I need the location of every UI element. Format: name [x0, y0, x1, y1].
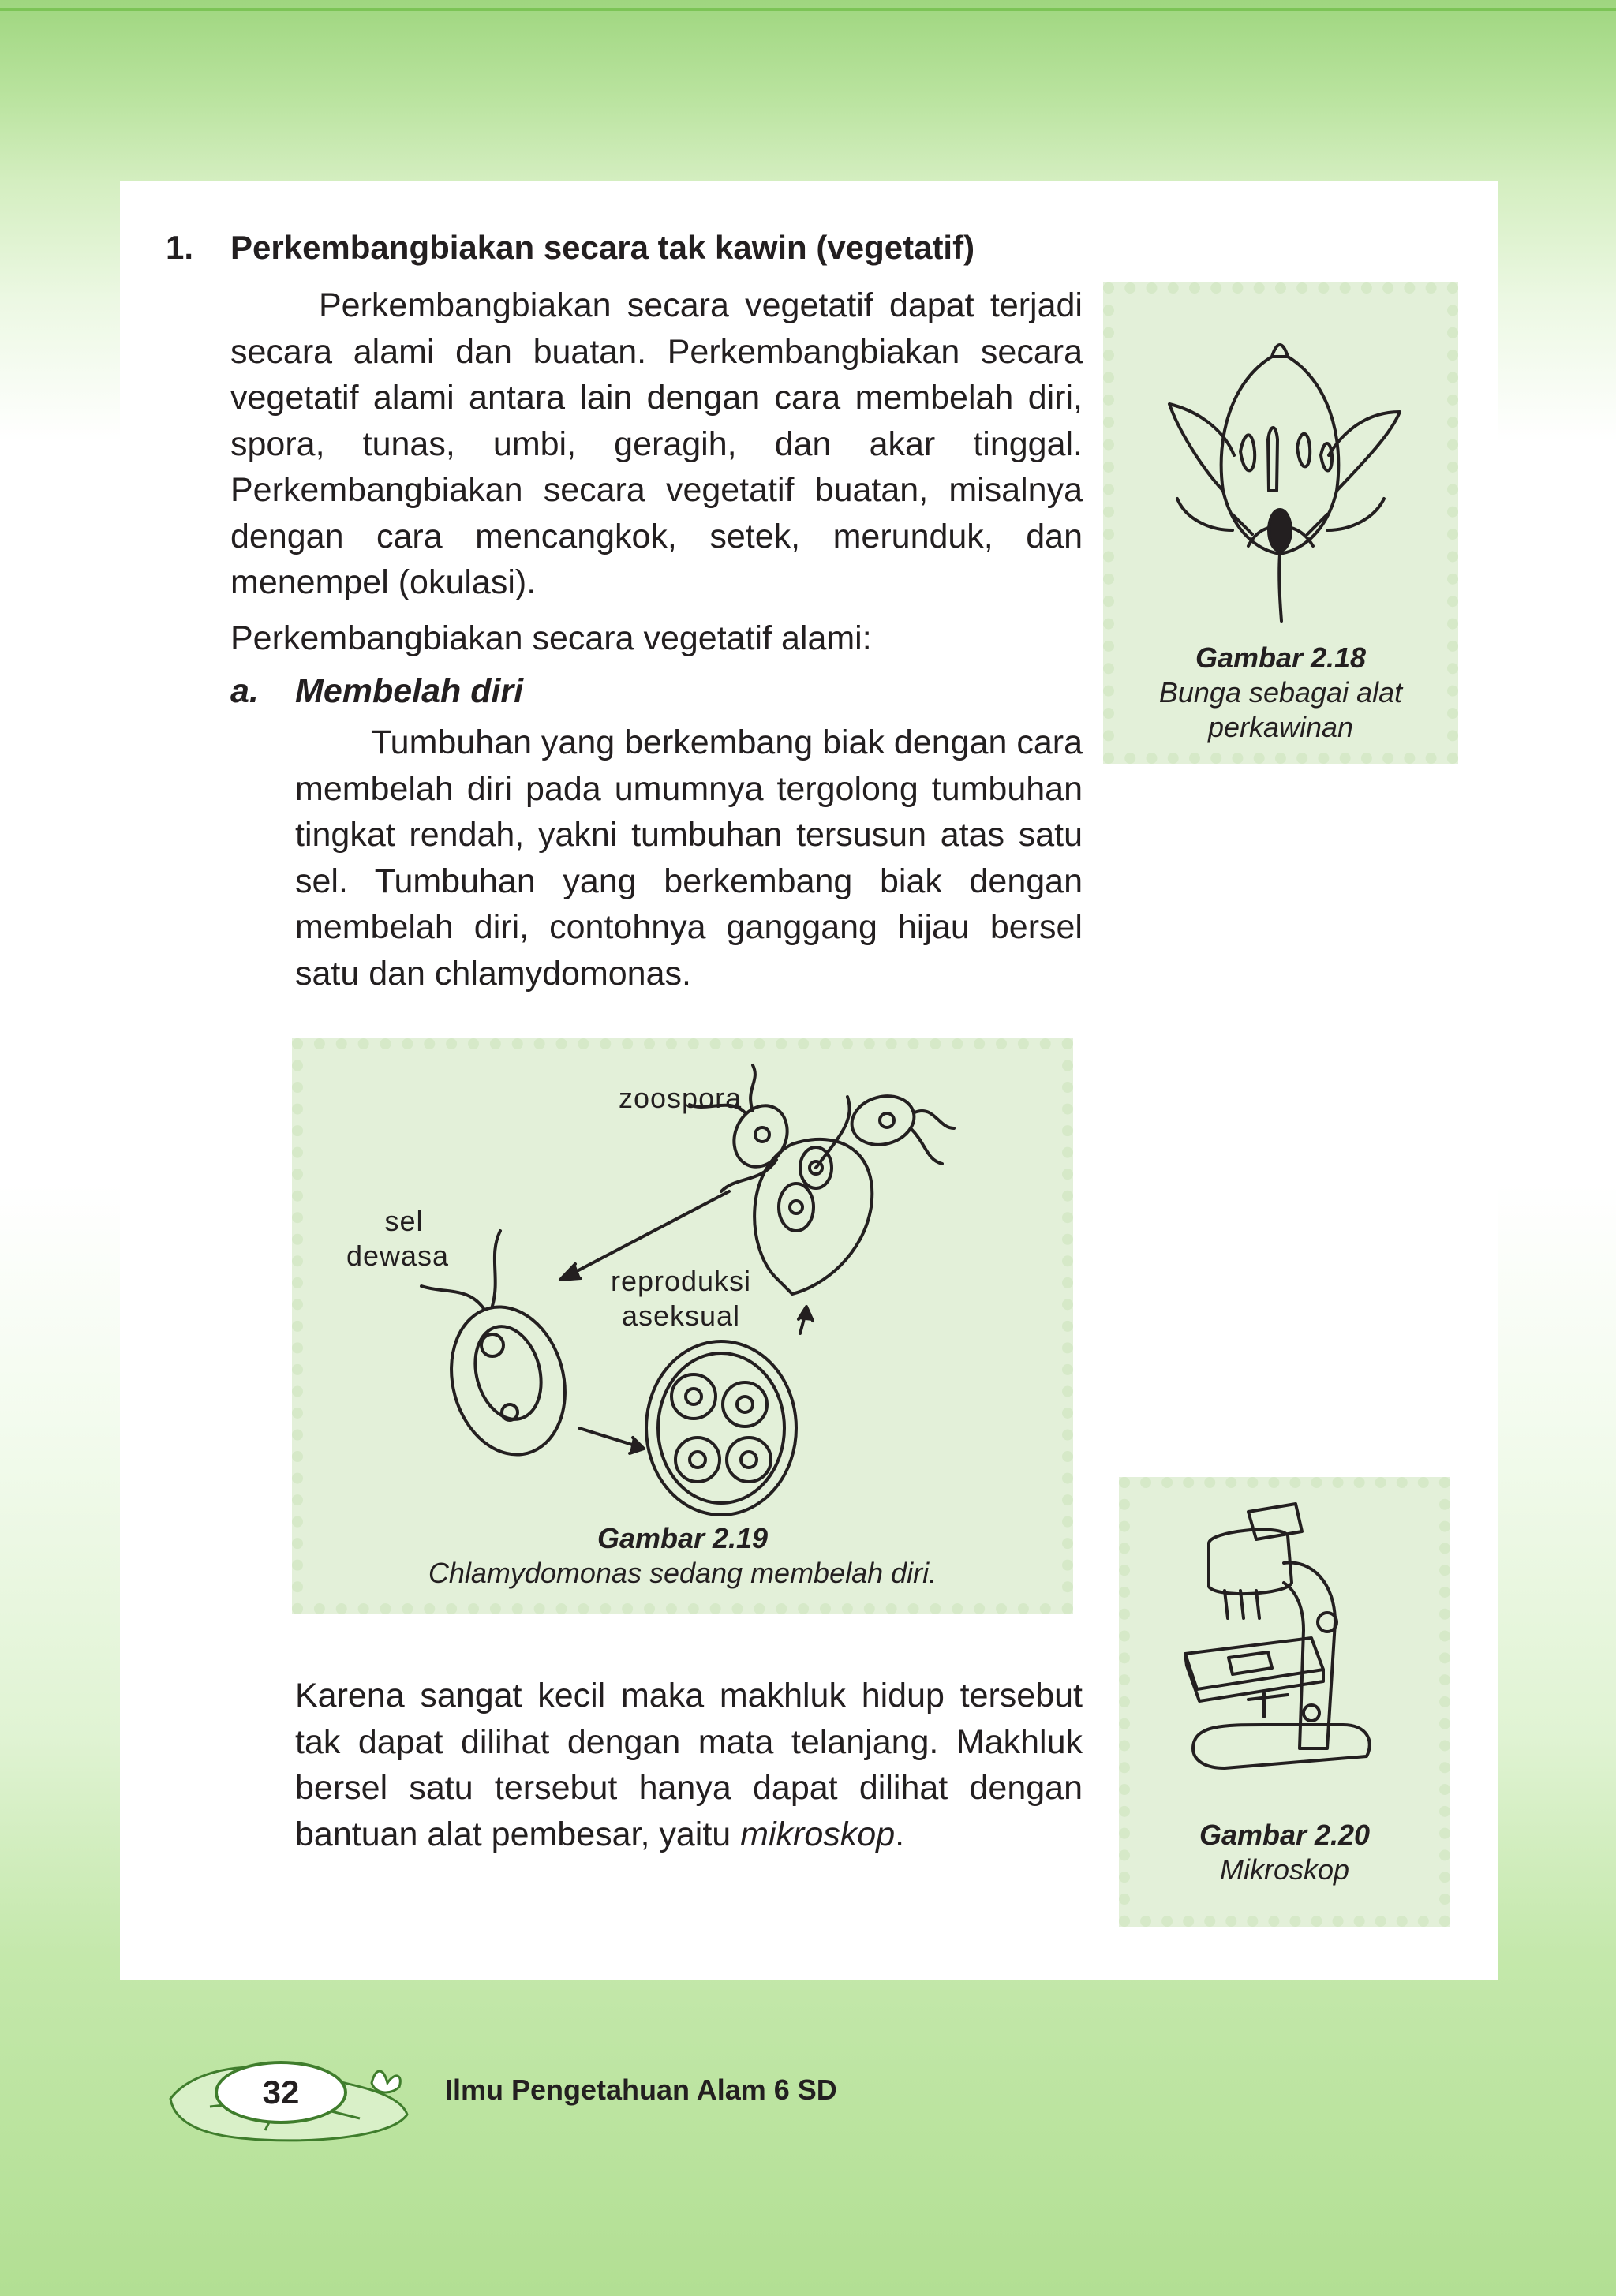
- mikroskop-term: mikroskop: [740, 1815, 896, 1853]
- aseksual-label: aseksual: [621, 1299, 741, 1332]
- figure-2-18-label: Gambar 2.18: [1195, 641, 1367, 674]
- subsection-title: Membelah diri: [295, 672, 524, 710]
- top-rule: [0, 8, 1616, 11]
- microscope-illustration: [1130, 1488, 1439, 1804]
- closing-paragraph: [295, 1673, 1083, 1857]
- figure-2-19-caption: [303, 1521, 1062, 1591]
- figure-2-20-caption: [1130, 1818, 1439, 1887]
- dewasa-label: dewasa: [346, 1240, 450, 1272]
- reproduksi-label: reproduksi: [610, 1265, 752, 1297]
- alami-heading: Perkembangbiakan secara vegetatif alami:: [230, 619, 872, 657]
- figure-2-20-caption-text: Mikroskop: [1219, 1853, 1350, 1886]
- closing-text: Karena sangat kecil maka makhluk hidup tersebut tak dapat dilihat dengan mata telanjang. Makhluk bersel satu tersebut hanya dapat dilihat dengan bantuan alat pembesar, yaitu: [295, 1677, 1083, 1853]
- figure-2-19-caption-text: Chlamydomonas sedang membelah diri.: [428, 1557, 937, 1589]
- page-number: 32: [215, 2061, 347, 2124]
- section-title: Perkembangbiakan secara tak kawin (vegetatif): [230, 229, 975, 266]
- sel-label: sel: [384, 1205, 424, 1237]
- flower-illustration: [1114, 294, 1447, 625]
- membelah-diri-paragraph: Tumbuhan yang berkembang biak dengan cara membelah diri pada umumnya tergolong tumbuhan tingkat rendah, yakni tumbuhan tersusun atas satu sel. Tumbuhan yang berkembang biak dengan membelah diri, contohnya ganggang hijau bersel satu dan chlamydomonas.: [295, 724, 1083, 993]
- figure-2-18: [1103, 282, 1458, 764]
- figure-2-20: [1119, 1477, 1450, 1927]
- intro-paragraph: Perkembangbiakan secara vegetatif dapat terjadi secara alami dan buatan. Perkembangbiakan secara vegetatif alami antara lain dengan cara membelah diri, spora, tunas, umbi, geragih, dan akar tinggal. Perkembangbiakan secara vegetatif buatan, misalnya dengan cara mencangkok, setek, merunduk, dan menempel (okulasi).: [230, 286, 1083, 601]
- figure-2-19-label: Gambar 2.19: [597, 1522, 769, 1554]
- figure-2-19: [292, 1038, 1073, 1614]
- figure-2-20-label: Gambar 2.20: [1199, 1819, 1371, 1851]
- zoospora-label: zoospora: [619, 1082, 743, 1114]
- subsection-letter: a.: [230, 672, 259, 710]
- figure-2-18-caption-text: Bunga sebagai alat perkawinan: [1158, 676, 1403, 743]
- figure-2-18-caption: [1114, 641, 1447, 745]
- closing-period: .: [895, 1815, 905, 1853]
- section-number: 1.: [166, 229, 194, 266]
- book-title: Ilmu Pengetahuan Alam 6 SD: [445, 2074, 837, 2106]
